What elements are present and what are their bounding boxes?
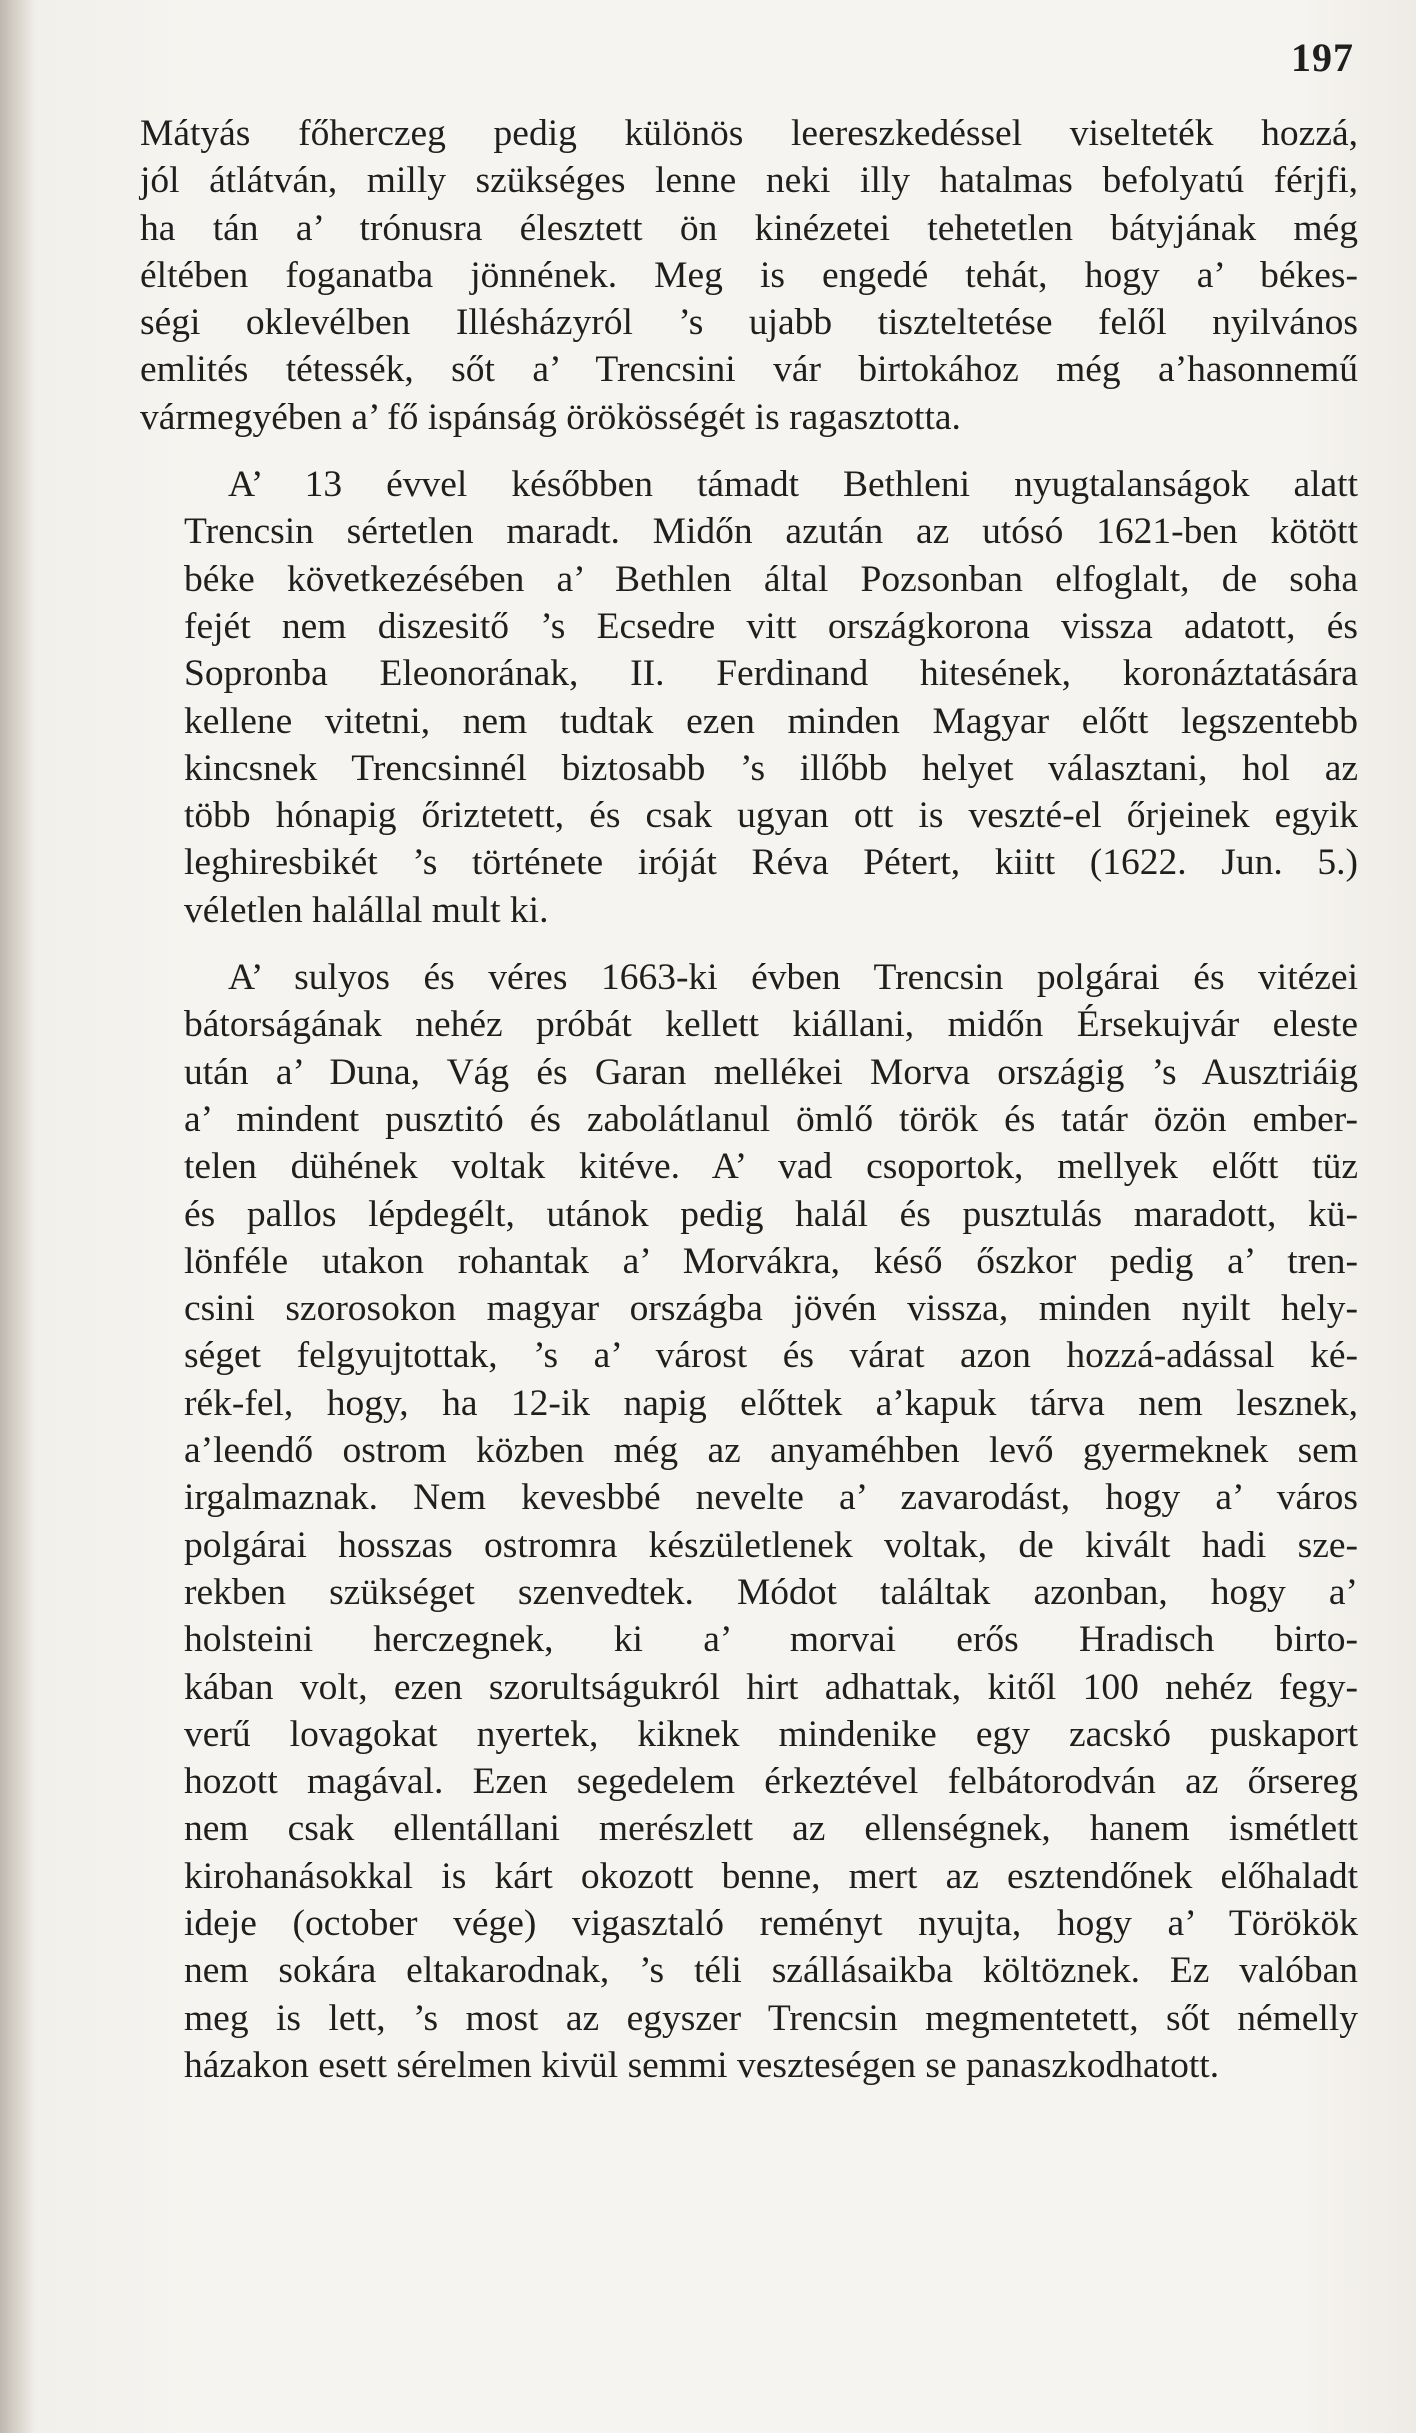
text-line: éltében foganatba jönnének. Meg is engedé tehát, hogy a’ békes- — [140, 254, 1358, 296]
text-line: Trencsin sértetlen maradt. Midőn azután az utósó 1621-ben kötött — [184, 511, 1358, 553]
paragraph-1 — [140, 110, 1358, 441]
text-line: ideje (october vége) vigasztaló reményt nyujta, hogy a’ Törökök — [184, 1902, 1358, 1944]
text-line: verű lovagokat nyertek, kiknek mindenike egy zacskó puskaport — [184, 1713, 1358, 1755]
text-line: irgalmaznak. Nem kevesbbé nevelte a’ zavarodást, hogy a’ város — [184, 1477, 1358, 1519]
text-line: rekben szükséget szenvedtek. Módot találtak azonban, hogy a’ — [184, 1571, 1358, 1613]
text-line: vármegyében a’ fő ispánság örökösségét is ragasztotta. — [140, 396, 961, 438]
paragraph-gap — [140, 934, 1358, 954]
text-line: A’ sulyos és véres 1663-ki évben Trencsin polgárai és vitézei — [228, 957, 1358, 999]
text-line: emlités tétessék, sőt a’ Trencsini vár birtokához még a’hasonnemű — [140, 349, 1358, 391]
text-line: séget felgyujtottak, ’s a’ várost és várat azon hozzá-adással ké- — [184, 1335, 1358, 1377]
text-line: kában volt, ezen szorultságukról hirt adhattak, kitől 100 nehéz fegy- — [184, 1666, 1358, 1708]
text-line: és pallos lépdegélt, utánok pedig halál és pusztulás maradott, kü- — [184, 1193, 1358, 1235]
text-line: holsteini herczegnek, ki a’ morvai erős Hradisch birto- — [184, 1619, 1358, 1661]
paragraph-3 — [140, 954, 1358, 2089]
paragraph-gap — [140, 441, 1358, 461]
text-line: telen dühének voltak kitéve. A’ vad csoportok, mellyek előtt tüz — [184, 1146, 1358, 1188]
text-line: meg is lett, ’s most az egyszer Trencsin megmentetett, sőt némelly — [184, 1997, 1358, 2039]
text-line: nem sokára eltakarodnak, ’s téli szállásaikba költöznek. Ez valóban — [184, 1950, 1358, 1992]
page-number: 197 — [1291, 35, 1354, 80]
text-line: csini szorosokon magyar országba jövén vissza, minden nyilt hely- — [184, 1288, 1358, 1330]
text-line: a’leendő ostrom közben még az anyaméhben levő gyermeknek sem — [184, 1430, 1358, 1472]
text-line: leghiresbikét ’s története iróját Réva Pétert, kiitt (1622. Jun. 5.) — [184, 842, 1358, 884]
text-line: hozott magával. Ezen segedelem érkeztével felbátorodván az őrsereg — [184, 1761, 1358, 1803]
text-line: ha tán a’ trónusra élesztett ön kinézetei tehetetlen bátyjának még — [140, 207, 1358, 249]
paragraph-2 — [140, 461, 1358, 934]
text-line: béke következésében a’ Bethlen által Pozsonban elfoglalt, de soha — [184, 558, 1358, 600]
text-line: polgárai hosszas ostromra készületlenek voltak, de kivált hadi sze- — [184, 1524, 1358, 1566]
text-line: után a’ Duna, Vág és Garan mellékei Morva országig ’s Ausztriáig — [184, 1051, 1358, 1093]
text-line: fejét nem diszesitő ’s Ecsedre vitt országkorona vissza adatott, és — [184, 605, 1358, 647]
text-line: bátorságának nehéz próbát kellett kiállani, midőn Érsekujvár eleste — [184, 1004, 1358, 1046]
text-line: házakon esett sérelmen kivül semmi veszteségen se panaszkodhatott. — [184, 2044, 1220, 2086]
text-line: kirohanásokkal is kárt okozott benne, mert az esztendőnek előhaladt — [184, 1855, 1358, 1897]
text-line: Mátyás főherczeg pedig különös leereszkedéssel viselteték hozzá, — [140, 113, 1358, 154]
text-line: kellene vitetni, nem tudtak ezen minden Magyar előtt legszentebb — [184, 700, 1358, 742]
text-line: ségi oklevélben Illésházyról ’s ujabb tiszteltetése felől nyilvános — [140, 302, 1358, 344]
text-line: rék-fel, hogy, ha 12-ik napig előttek a’kapuk tárva nem lesznek, — [184, 1382, 1358, 1424]
text-line: nem csak ellentállani merészlett az ellenségnek, hanem ismétlett — [184, 1808, 1358, 1850]
body-text — [140, 110, 1358, 2089]
text-line: véletlen halállal mult ki. — [184, 889, 549, 931]
text-line: A’ 13 évvel későbben támadt Bethleni nyugtalanságok alatt — [228, 464, 1358, 506]
text-line: lönféle utakon rohantak a’ Morvákra, késő őszkor pedig a’ tren- — [184, 1240, 1358, 1282]
text-line: kincsnek Trencsinnél biztosabb ’s illőbb helyet választani, hol az — [184, 747, 1358, 789]
page-gutter — [0, 0, 34, 2433]
text-line: a’ mindent pusztitó és zabolátlanul ömlő török és tatár özön ember- — [184, 1098, 1358, 1140]
text-line: jól átlátván, milly szükséges lenne neki illy hatalmas befolyatú férjfi, — [140, 160, 1358, 202]
text-line: több hónapig őriztetett, és csak ugyan ott is veszté-el őrjeinek egyik — [184, 795, 1358, 837]
text-line: Sopronba Eleonorának, II. Ferdinand hitesének, koronáztatására — [184, 653, 1358, 695]
